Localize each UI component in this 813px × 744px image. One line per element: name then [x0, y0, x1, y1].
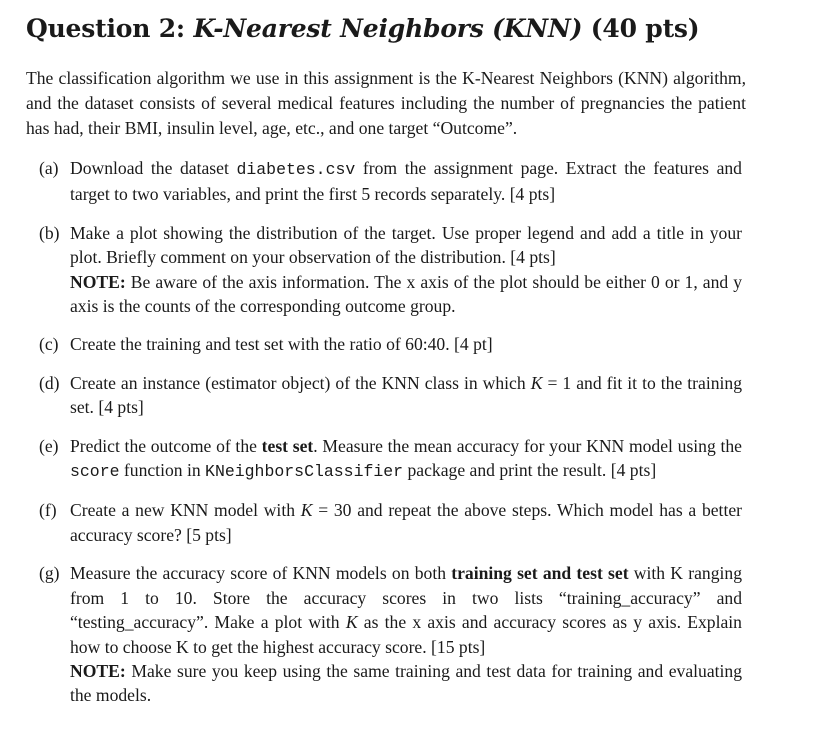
task-text: Create a new KNN model with — [70, 500, 296, 521]
task-text: . Measure the mean accuracy for your KNN model using the — [313, 435, 742, 456]
task-text: = 30 and repeat the above steps. Which model has a better accuracy score? [5 pts] — [70, 500, 743, 545]
task-item-b — [26, 221, 742, 319]
task-item-f — [26, 498, 742, 547]
task-text: Measure the accuracy score of KNN models on both — [70, 563, 447, 584]
task-note — [70, 659, 742, 708]
math-variable: K — [530, 372, 543, 393]
task-label: (f) — [39, 500, 57, 521]
task-text: package and print the result. [4 pts] — [407, 460, 657, 481]
task-text: from the assignment page. Extract the features and target to two variables, and print the first 5 records separately. [4 pts] — [70, 158, 742, 205]
task-text: Predict the outcome of the — [70, 435, 257, 456]
task-item-g — [26, 561, 742, 707]
code-function: score — [70, 462, 120, 482]
note-label: NOTE: — [70, 660, 126, 681]
code-class: KNeighborsClassifier — [205, 462, 404, 482]
task-item-e — [26, 434, 742, 485]
task-text: Create an instance (estimator object) of the KNN class in which — [70, 372, 526, 393]
question-title: K-Nearest Neighbors (KNN) — [193, 14, 583, 43]
math-variable: K — [300, 500, 313, 521]
bold-phrase: test set — [261, 435, 314, 456]
task-text: function in — [123, 460, 201, 481]
task-item-c — [26, 332, 742, 356]
math-variable: K — [345, 612, 358, 633]
task-text: Make a plot showing the distribution of the target. Use proper legend and add a title in your plot. Briefly comment on your observation of the distribution. [4 pts] — [70, 222, 742, 268]
task-text: Download the dataset — [70, 158, 229, 178]
bold-phrase: training set and test set — [451, 563, 629, 584]
task-label: (a) — [39, 158, 59, 178]
note-label: NOTE: — [70, 271, 126, 292]
task-text: = 1 and fit it to the training set. [4 pts] — [70, 372, 743, 418]
note-text: Be aware of the axis information. The x axis of the plot should be either 0 or 1, and y axis is the counts of the corresponding outcome group. — [70, 271, 742, 317]
task-note — [70, 270, 742, 319]
task-text: Create the training and test set with the ratio of 60:40. [4 pt] — [70, 334, 493, 355]
task-label: (b) — [39, 222, 60, 243]
question-heading — [26, 14, 699, 43]
task-label: (c) — [39, 334, 59, 355]
code-filename: diabetes.csv — [236, 160, 356, 179]
task-label: (g) — [39, 563, 60, 584]
task-item-d — [26, 371, 742, 420]
note-text: Make sure you keep using the same training and test data for training and evaluating the models. — [70, 660, 742, 706]
task-item-a — [26, 156, 742, 207]
task-label: (e) — [39, 435, 59, 456]
task-text: with K ranging from 1 to 10. Store the accuracy scores in two lists “training_accuracy” and “testing_accuracy”. Make a plot with — [70, 563, 742, 633]
task-list — [26, 156, 742, 722]
question-number: Question 2: — [26, 14, 185, 43]
task-text: as the x axis and accuracy scores as y axis. Explain how to choose K to get the highest accuracy score. [15 pts] — [70, 612, 742, 657]
intro-paragraph: The classification algorithm we use in this assignment is the K-Nearest Neighbors (KNN) algorithm, and the dataset consists of several medical features including the number of pregnancies the patient has had, their BMI, insulin level, age, etc., and one target “Outcome”. — [26, 68, 746, 138]
question-points: (40 pts) — [590, 14, 700, 43]
task-label: (d) — [39, 372, 60, 393]
